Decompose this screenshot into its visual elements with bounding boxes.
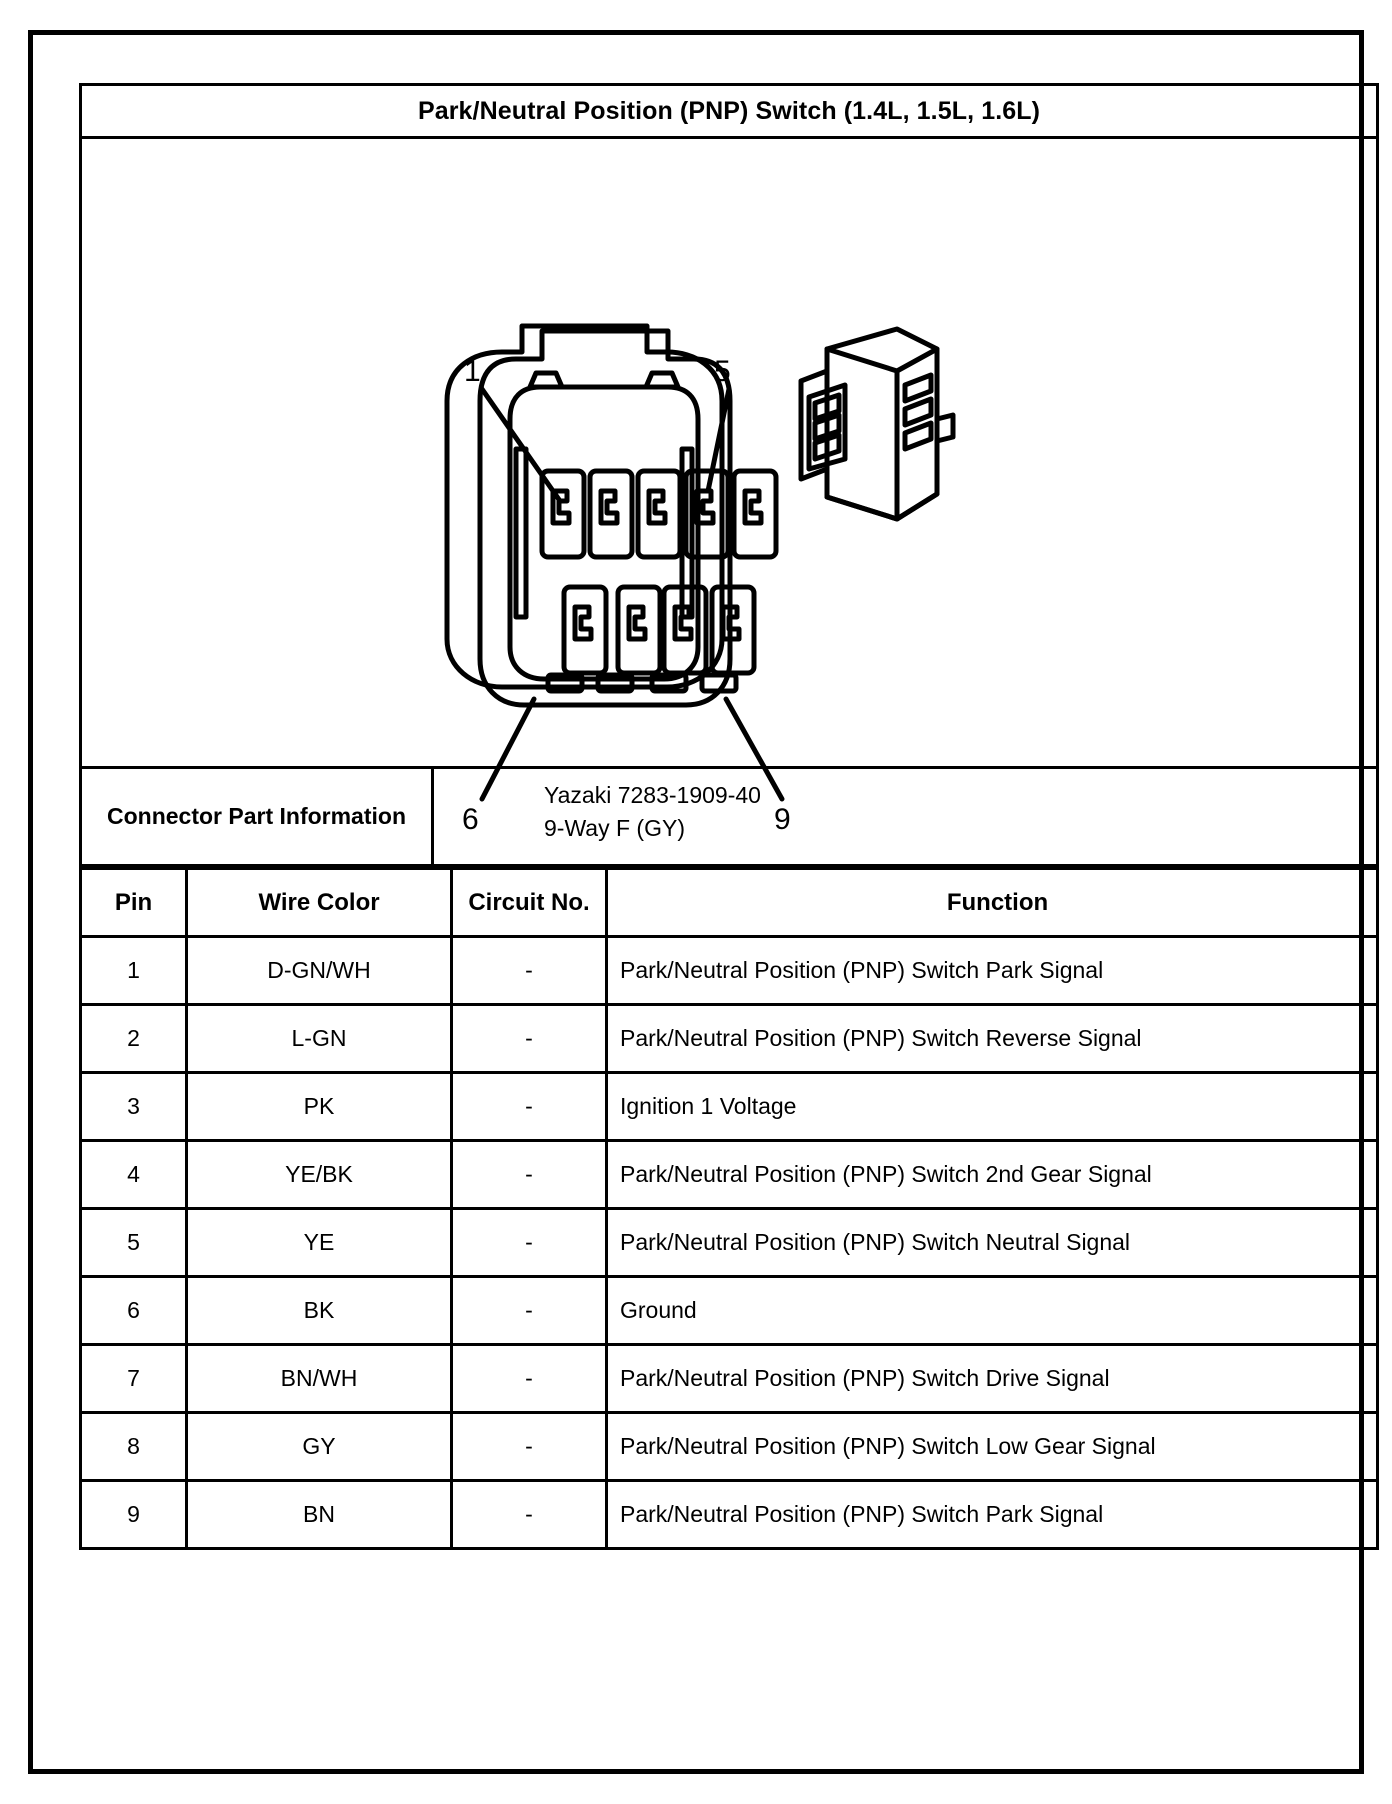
cell-function: Park/Neutral Position (PNP) Switch Drive Signal bbox=[607, 1345, 1378, 1413]
cell-pin: 9 bbox=[81, 1481, 187, 1549]
table-row bbox=[81, 1073, 1378, 1141]
cell-circuit: - bbox=[452, 1005, 607, 1073]
cell-pin: 6 bbox=[81, 1277, 187, 1345]
cell-pin: 3 bbox=[81, 1073, 187, 1141]
header-pin: Pin bbox=[81, 869, 187, 937]
table-header-row bbox=[81, 869, 1378, 937]
cell-pin: 8 bbox=[81, 1413, 187, 1481]
table-row bbox=[81, 1345, 1378, 1413]
callout-1: 1 bbox=[464, 355, 481, 388]
table-row bbox=[81, 1481, 1378, 1549]
cell-wire-color: PK bbox=[187, 1073, 452, 1141]
cell-circuit: - bbox=[452, 1073, 607, 1141]
cell-function: Park/Neutral Position (PNP) Switch Neutral Signal bbox=[607, 1209, 1378, 1277]
cell-pin: 1 bbox=[81, 937, 187, 1005]
part-info-value bbox=[434, 769, 1376, 864]
cell-circuit: - bbox=[452, 1277, 607, 1345]
callout-5: 5 bbox=[714, 355, 731, 388]
part-info-label: Connector Part Information bbox=[82, 769, 434, 864]
cell-wire-color: D-GN/WH bbox=[187, 937, 452, 1005]
part-number: Yazaki 7283-1909-40 bbox=[544, 782, 761, 808]
cell-wire-color: GY bbox=[187, 1413, 452, 1481]
cell-circuit: - bbox=[452, 1141, 607, 1209]
cell-pin: 4 bbox=[81, 1141, 187, 1209]
page-title: Park/Neutral Position (PNP) Switch (1.4L, 1.5L, 1.6L) bbox=[417, 96, 1041, 125]
cell-circuit: - bbox=[452, 1345, 607, 1413]
pin-table bbox=[79, 867, 1379, 1550]
cell-wire-color: BN bbox=[187, 1481, 452, 1549]
table-row bbox=[81, 937, 1378, 1005]
cell-circuit: - bbox=[452, 1481, 607, 1549]
cell-function: Ignition 1 Voltage bbox=[607, 1073, 1378, 1141]
cell-pin: 5 bbox=[81, 1209, 187, 1277]
cell-function: Park/Neutral Position (PNP) Switch Reverse Signal bbox=[607, 1005, 1378, 1073]
connector-part-information bbox=[79, 769, 1379, 867]
cell-function: Park/Neutral Position (PNP) Switch Park Signal bbox=[607, 1481, 1378, 1549]
cell-function: Park/Neutral Position (PNP) Switch 2nd Gear Signal bbox=[607, 1141, 1378, 1209]
cell-wire-color: BK bbox=[187, 1277, 452, 1345]
cell-wire-color: YE bbox=[187, 1209, 452, 1277]
title-bar bbox=[79, 83, 1379, 139]
table-row bbox=[81, 1005, 1378, 1073]
cell-wire-color: L-GN bbox=[187, 1005, 452, 1073]
callout-6: 6 bbox=[462, 803, 479, 836]
cell-pin: 7 bbox=[81, 1345, 187, 1413]
cell-circuit: - bbox=[452, 937, 607, 1005]
header-circuit-no: Circuit No. bbox=[452, 869, 607, 937]
cell-circuit: - bbox=[452, 1413, 607, 1481]
callout-9: 9 bbox=[774, 803, 791, 836]
cell-wire-color: BN/WH bbox=[187, 1345, 452, 1413]
table-row bbox=[81, 1141, 1378, 1209]
cell-circuit: - bbox=[452, 1209, 607, 1277]
cell-function: Park/Neutral Position (PNP) Switch Low Gear Signal bbox=[607, 1413, 1378, 1481]
part-way-count: 9-Way F (GY) bbox=[544, 815, 685, 842]
cell-function: Ground bbox=[607, 1277, 1378, 1345]
cell-function: Park/Neutral Position (PNP) Switch Park Signal bbox=[607, 937, 1378, 1005]
cell-pin: 2 bbox=[81, 1005, 187, 1073]
header-wire-color: Wire Color bbox=[187, 869, 452, 937]
table-row bbox=[81, 1209, 1378, 1277]
table-row bbox=[81, 1277, 1378, 1345]
cell-wire-color: YE/BK bbox=[187, 1141, 452, 1209]
table-row bbox=[81, 1413, 1378, 1481]
document-content bbox=[79, 83, 1379, 1791]
document-border bbox=[28, 30, 1364, 1774]
header-function: Function bbox=[607, 869, 1378, 937]
